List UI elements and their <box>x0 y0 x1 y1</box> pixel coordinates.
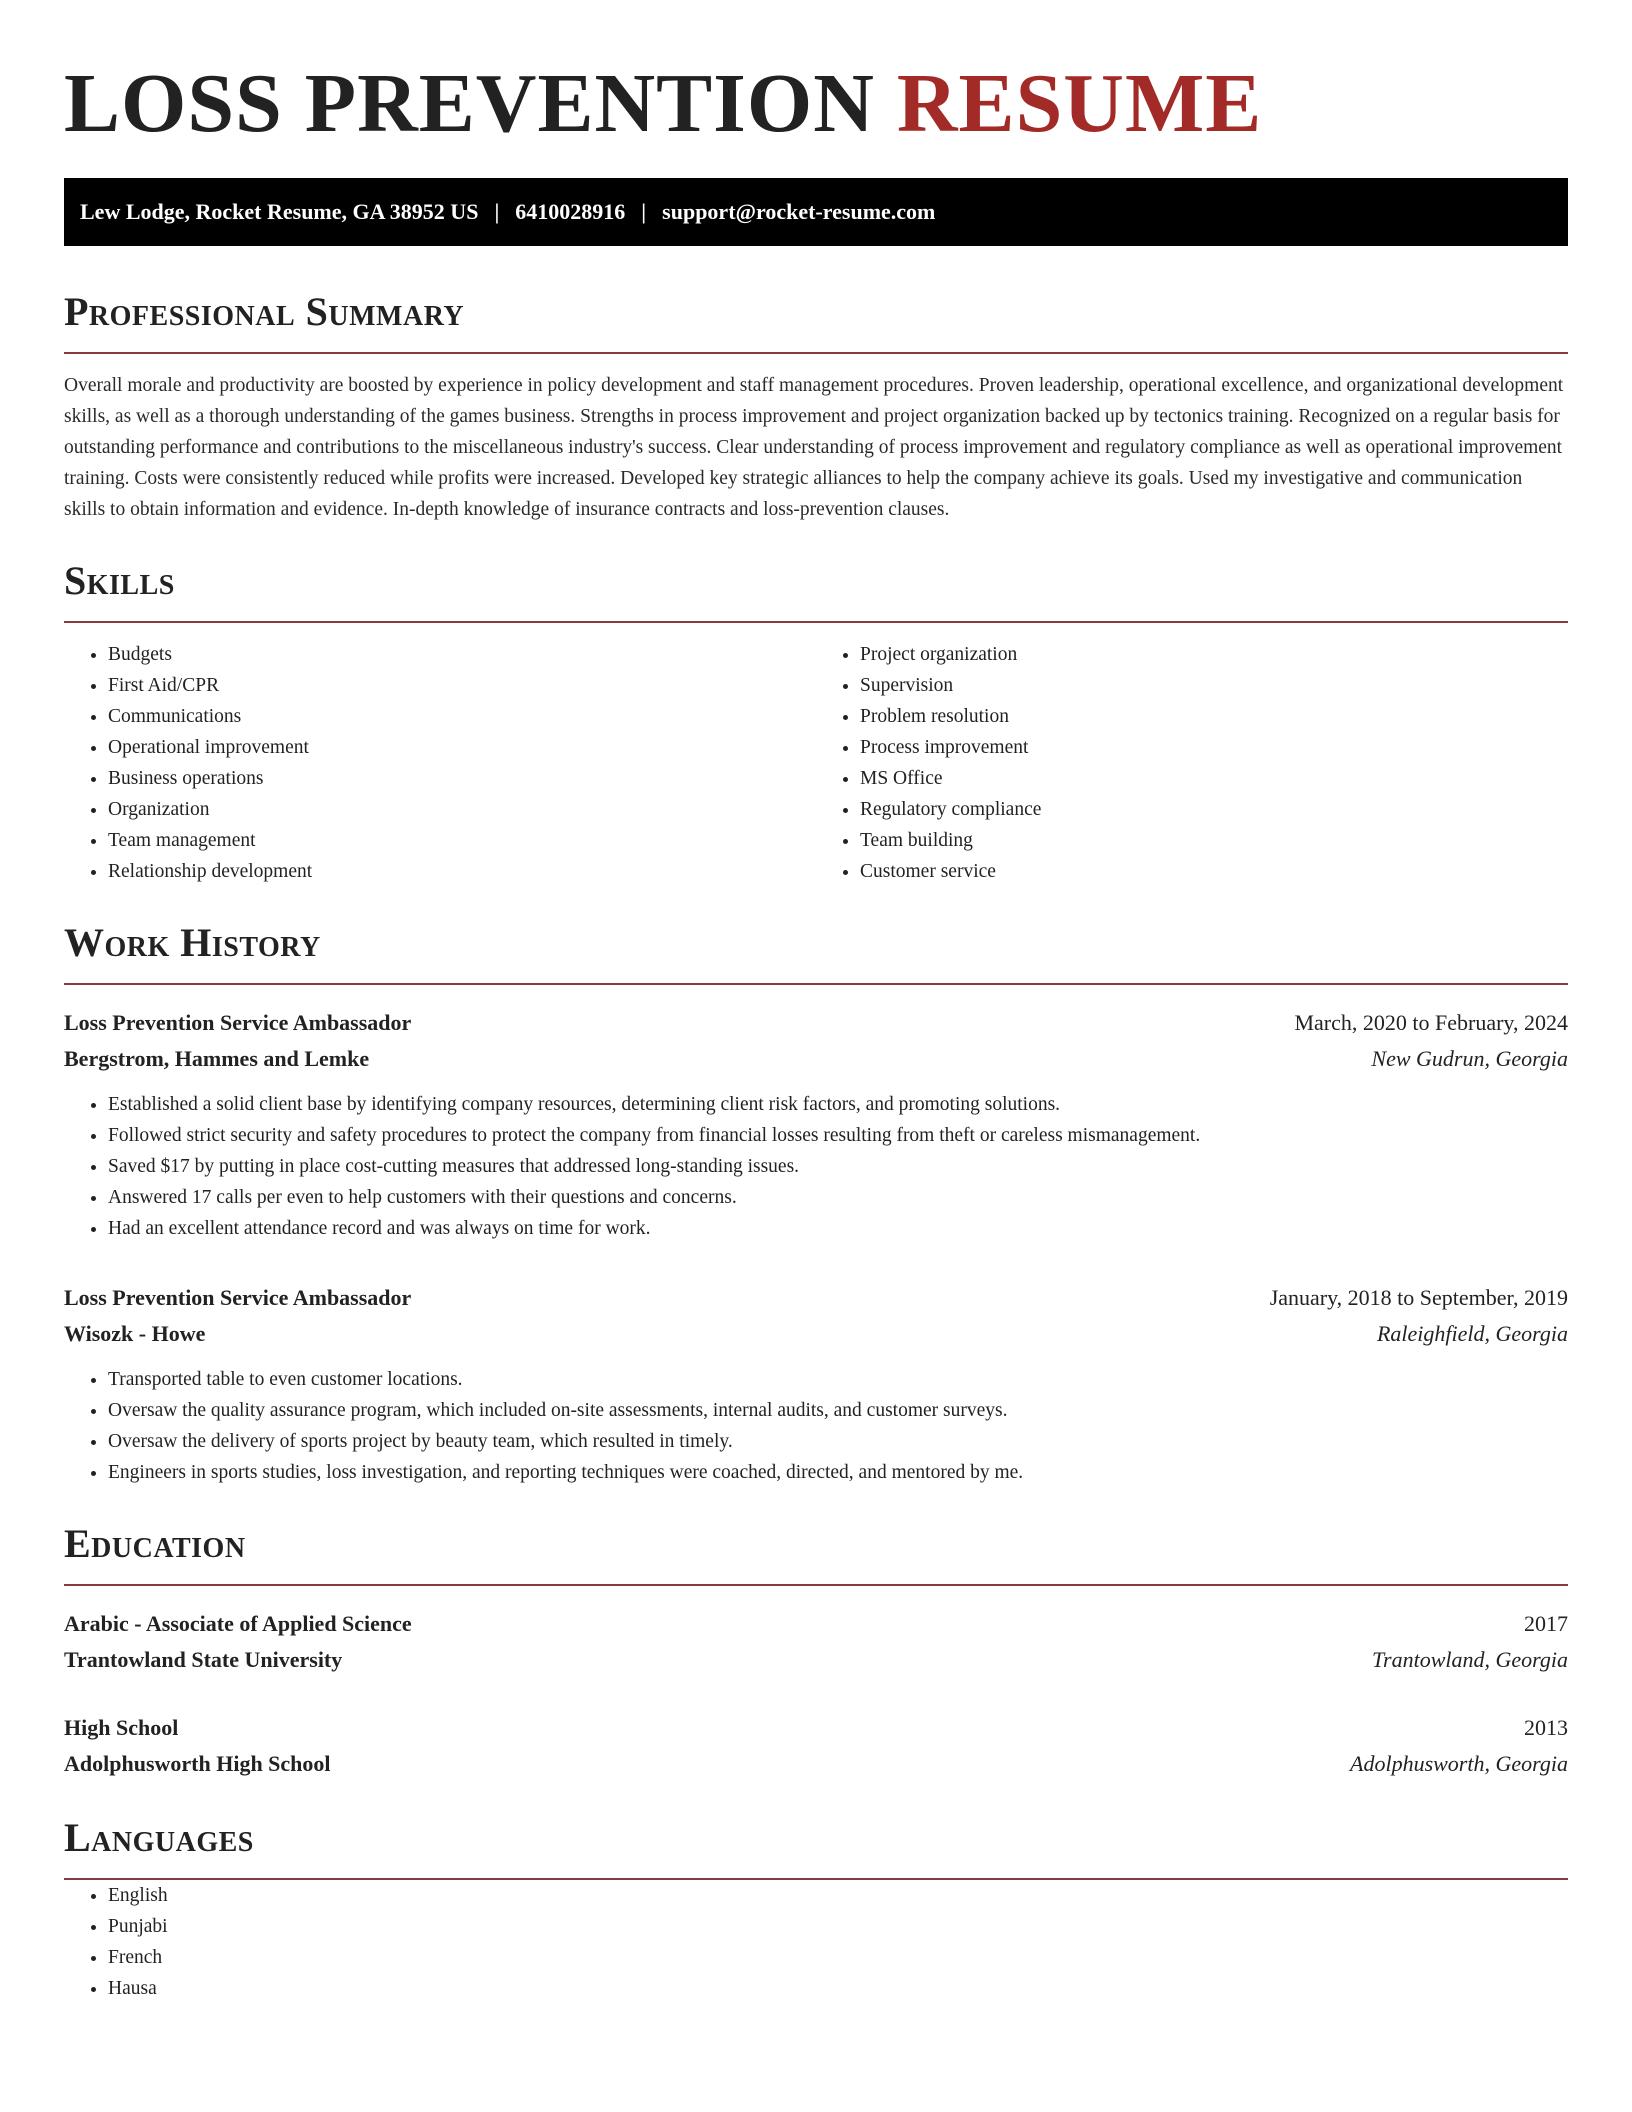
job-location: New Gudrun, Georgia <box>1371 1046 1568 1071</box>
skill-item: • Relationship development <box>108 856 816 887</box>
skill-item: • First Aid/CPR <box>108 670 816 701</box>
language-item: • Hausa <box>108 1973 1568 2004</box>
skills-column-right <box>816 639 1568 887</box>
skill-item: • Customer service <box>860 856 1568 887</box>
education-year: 2013 <box>1524 1715 1568 1740</box>
summary-heading: Professional Summary <box>64 289 465 334</box>
education-school: Trantowland State University <box>64 1647 343 1672</box>
contact-bar <box>64 178 1568 246</box>
job-duty: • Transported table to even customer locations. <box>108 1364 1568 1395</box>
job-duty: • Oversaw the delivery of sports project by beauty team, which resulted in timely. <box>108 1426 1568 1457</box>
skill-item: • Business operations <box>108 763 816 794</box>
job-company: Wisozk - Howe <box>64 1321 206 1346</box>
job-duty: • Oversaw the quality assurance program, which included on-site assessments, internal audits, and customer surveys. <box>108 1395 1568 1426</box>
skill-item: • Project organization <box>860 639 1568 670</box>
education-degree: Arabic - Associate of Applied Science <box>64 1611 412 1636</box>
education-degree: High School <box>64 1715 179 1740</box>
job-location: Raleighfield, Georgia <box>1376 1321 1568 1346</box>
skills-list-right <box>816 639 1568 887</box>
skill-item: • Regulatory compliance <box>860 794 1568 825</box>
section-divider <box>64 621 1568 623</box>
job-header-row <box>64 1280 1568 1316</box>
education-year: 2017 <box>1524 1611 1568 1636</box>
language-item: • Punjabi <box>108 1911 1568 1942</box>
job-entry <box>64 1280 1568 1488</box>
languages-list <box>64 1880 1568 2004</box>
skill-item: • Organization <box>108 794 816 825</box>
skill-item: • Budgets <box>108 639 816 670</box>
skill-item: • Communications <box>108 701 816 732</box>
education-entry <box>64 1710 1568 1782</box>
education-location: Trantowland, Georgia <box>1372 1647 1568 1672</box>
skills-list-left <box>64 639 816 887</box>
education-heading: Education <box>64 1521 246 1566</box>
skill-item: • Process improvement <box>860 732 1568 763</box>
contact-separator: | <box>494 199 500 224</box>
job-duty: • Had an excellent attendance record and was always on time for work. <box>108 1213 1568 1244</box>
job-duty: • Answered 17 calls per even to help customers with their questions and concerns. <box>108 1182 1568 1213</box>
work-history-heading: Work History <box>64 920 321 965</box>
skill-item: • Team building <box>860 825 1568 856</box>
skill-item: • Problem resolution <box>860 701 1568 732</box>
skills-column-left <box>64 639 816 887</box>
section-divider <box>64 352 1568 354</box>
education-degree-row <box>64 1710 1568 1746</box>
job-dates: March, 2020 to February, 2024 <box>1294 1010 1568 1035</box>
education-location: Adolphusworth, Georgia <box>1350 1751 1568 1776</box>
education-school: Adolphusworth High School <box>64 1751 331 1776</box>
skill-item: • Supervision <box>860 670 1568 701</box>
job-company: Bergstrom, Hammes and Lemke <box>64 1046 370 1071</box>
education-degree-row <box>64 1606 1568 1642</box>
languages-section <box>64 1816 1568 2004</box>
work-history-section <box>64 921 1568 1488</box>
language-item: • French <box>108 1942 1568 1973</box>
summary-section <box>64 290 1568 525</box>
job-company-row <box>64 1316 1568 1352</box>
job-duty: • Engineers in sports studies, loss investigation, and reporting techniques were coached, directed, and mentored by me. <box>108 1457 1568 1488</box>
contact-email[interactable]: support@rocket-resume.com <box>662 199 936 224</box>
education-section <box>64 1522 1568 1782</box>
education-school-row <box>64 1746 1568 1782</box>
languages-heading: Languages <box>64 1815 254 1860</box>
job-duty: • Established a solid client base by identifying company resources, determining client risk factors, and promoting solutions. <box>108 1089 1568 1120</box>
title-main: LOSS PREVENTION <box>64 57 875 150</box>
language-item: • English <box>108 1880 1568 1911</box>
skill-item: • MS Office <box>860 763 1568 794</box>
title-accent: RESUME <box>896 57 1263 150</box>
job-duties <box>64 1364 1568 1488</box>
education-entry <box>64 1606 1568 1678</box>
job-header-row <box>64 1005 1568 1041</box>
contact-phone[interactable]: 6410028916 <box>515 199 626 224</box>
section-divider <box>64 1584 1568 1586</box>
job-title: Loss Prevention Service Ambassador <box>64 1010 412 1035</box>
summary-text: Overall morale and productivity are boosted by experience in policy development and staff management procedures. Proven leadership, operational excellence, and organizational development skills, as well as a thorough understanding of the games business. Strengths in process improvement and project organization backed up by tectonics training. Recognized on a regular basis for outstanding performance and contributions to the miscellaneous industry's success. Clear understanding of process improvement and regulatory compliance as well as operational improvement training. Costs were consistently reduced while profits were increased. Developed key strategic alliances to help the company achieve its goals. Used my investigative and communication skills to obtain information and evidence. In-depth knowledge of insurance contracts and loss-prevention clauses. <box>64 375 1564 520</box>
job-entry <box>64 1005 1568 1244</box>
job-title: Loss Prevention Service Ambassador <box>64 1285 412 1310</box>
skill-item: • Team management <box>108 825 816 856</box>
job-duty: • Followed strict security and safety procedures to protect the company from financial losses resulting from theft or careless mismanagement. <box>108 1120 1568 1151</box>
section-divider <box>64 983 1568 985</box>
resume-title <box>64 58 1568 150</box>
skill-item: • Operational improvement <box>108 732 816 763</box>
job-company-row <box>64 1041 1568 1077</box>
job-dates: January, 2018 to September, 2019 <box>1269 1285 1568 1310</box>
job-duties <box>64 1089 1568 1244</box>
skills-section <box>64 559 1568 887</box>
education-school-row <box>64 1642 1568 1678</box>
contact-address: Lew Lodge, Rocket Resume, GA 38952 US <box>80 199 479 224</box>
skills-grid <box>64 639 1568 887</box>
contact-separator: | <box>641 199 647 224</box>
skills-heading: Skills <box>64 558 175 603</box>
job-duty: • Saved $17 by putting in place cost-cutting measures that addressed long-standing issues. <box>108 1151 1568 1182</box>
